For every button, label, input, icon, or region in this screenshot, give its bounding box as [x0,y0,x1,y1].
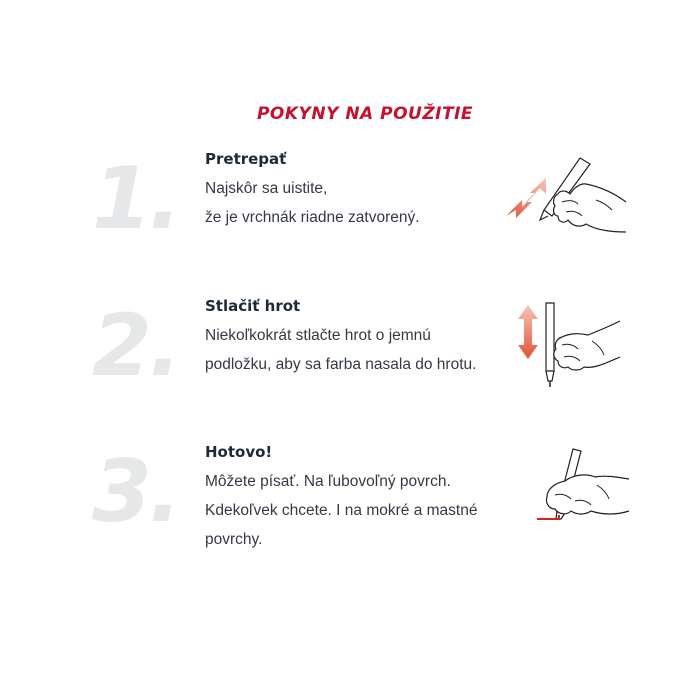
hand-writing-icon [525,445,635,535]
description-line: Niekoľkokrát stlačte hrot o jemnú [205,327,431,344]
description-line: podložku, aby sa farba nasala do hrotu. [205,356,477,373]
step-number: 2. [92,296,179,396]
step-heading: Stlačiť hrot [205,297,301,315]
description-line: Kdekoľvek chcete. I na mokré a mastné [205,502,478,519]
step-2 [0,297,700,427]
step-description [205,321,515,379]
step-description [205,467,515,554]
description-line: že je vrchnák riadne zatvorený. [205,209,420,226]
page-title: POKYNY NA POUŽITIE [256,104,474,124]
description-line: Najskôr sa uistite, [205,180,328,197]
hand-shaking-pen-icon [500,150,630,240]
description-line: povrchy. [205,531,263,548]
description-line: Môžete písať. Na ľubovoľný povrch. [205,473,451,490]
step-heading: Pretrepať [205,150,287,168]
step-1 [0,150,700,280]
hand-pressing-pen-tip-icon [510,297,630,397]
step-description [205,174,515,232]
step-3 [0,443,700,573]
step-heading: Hotovo! [205,443,273,461]
step-number: 1. [92,149,179,249]
step-number: 3. [92,442,179,542]
